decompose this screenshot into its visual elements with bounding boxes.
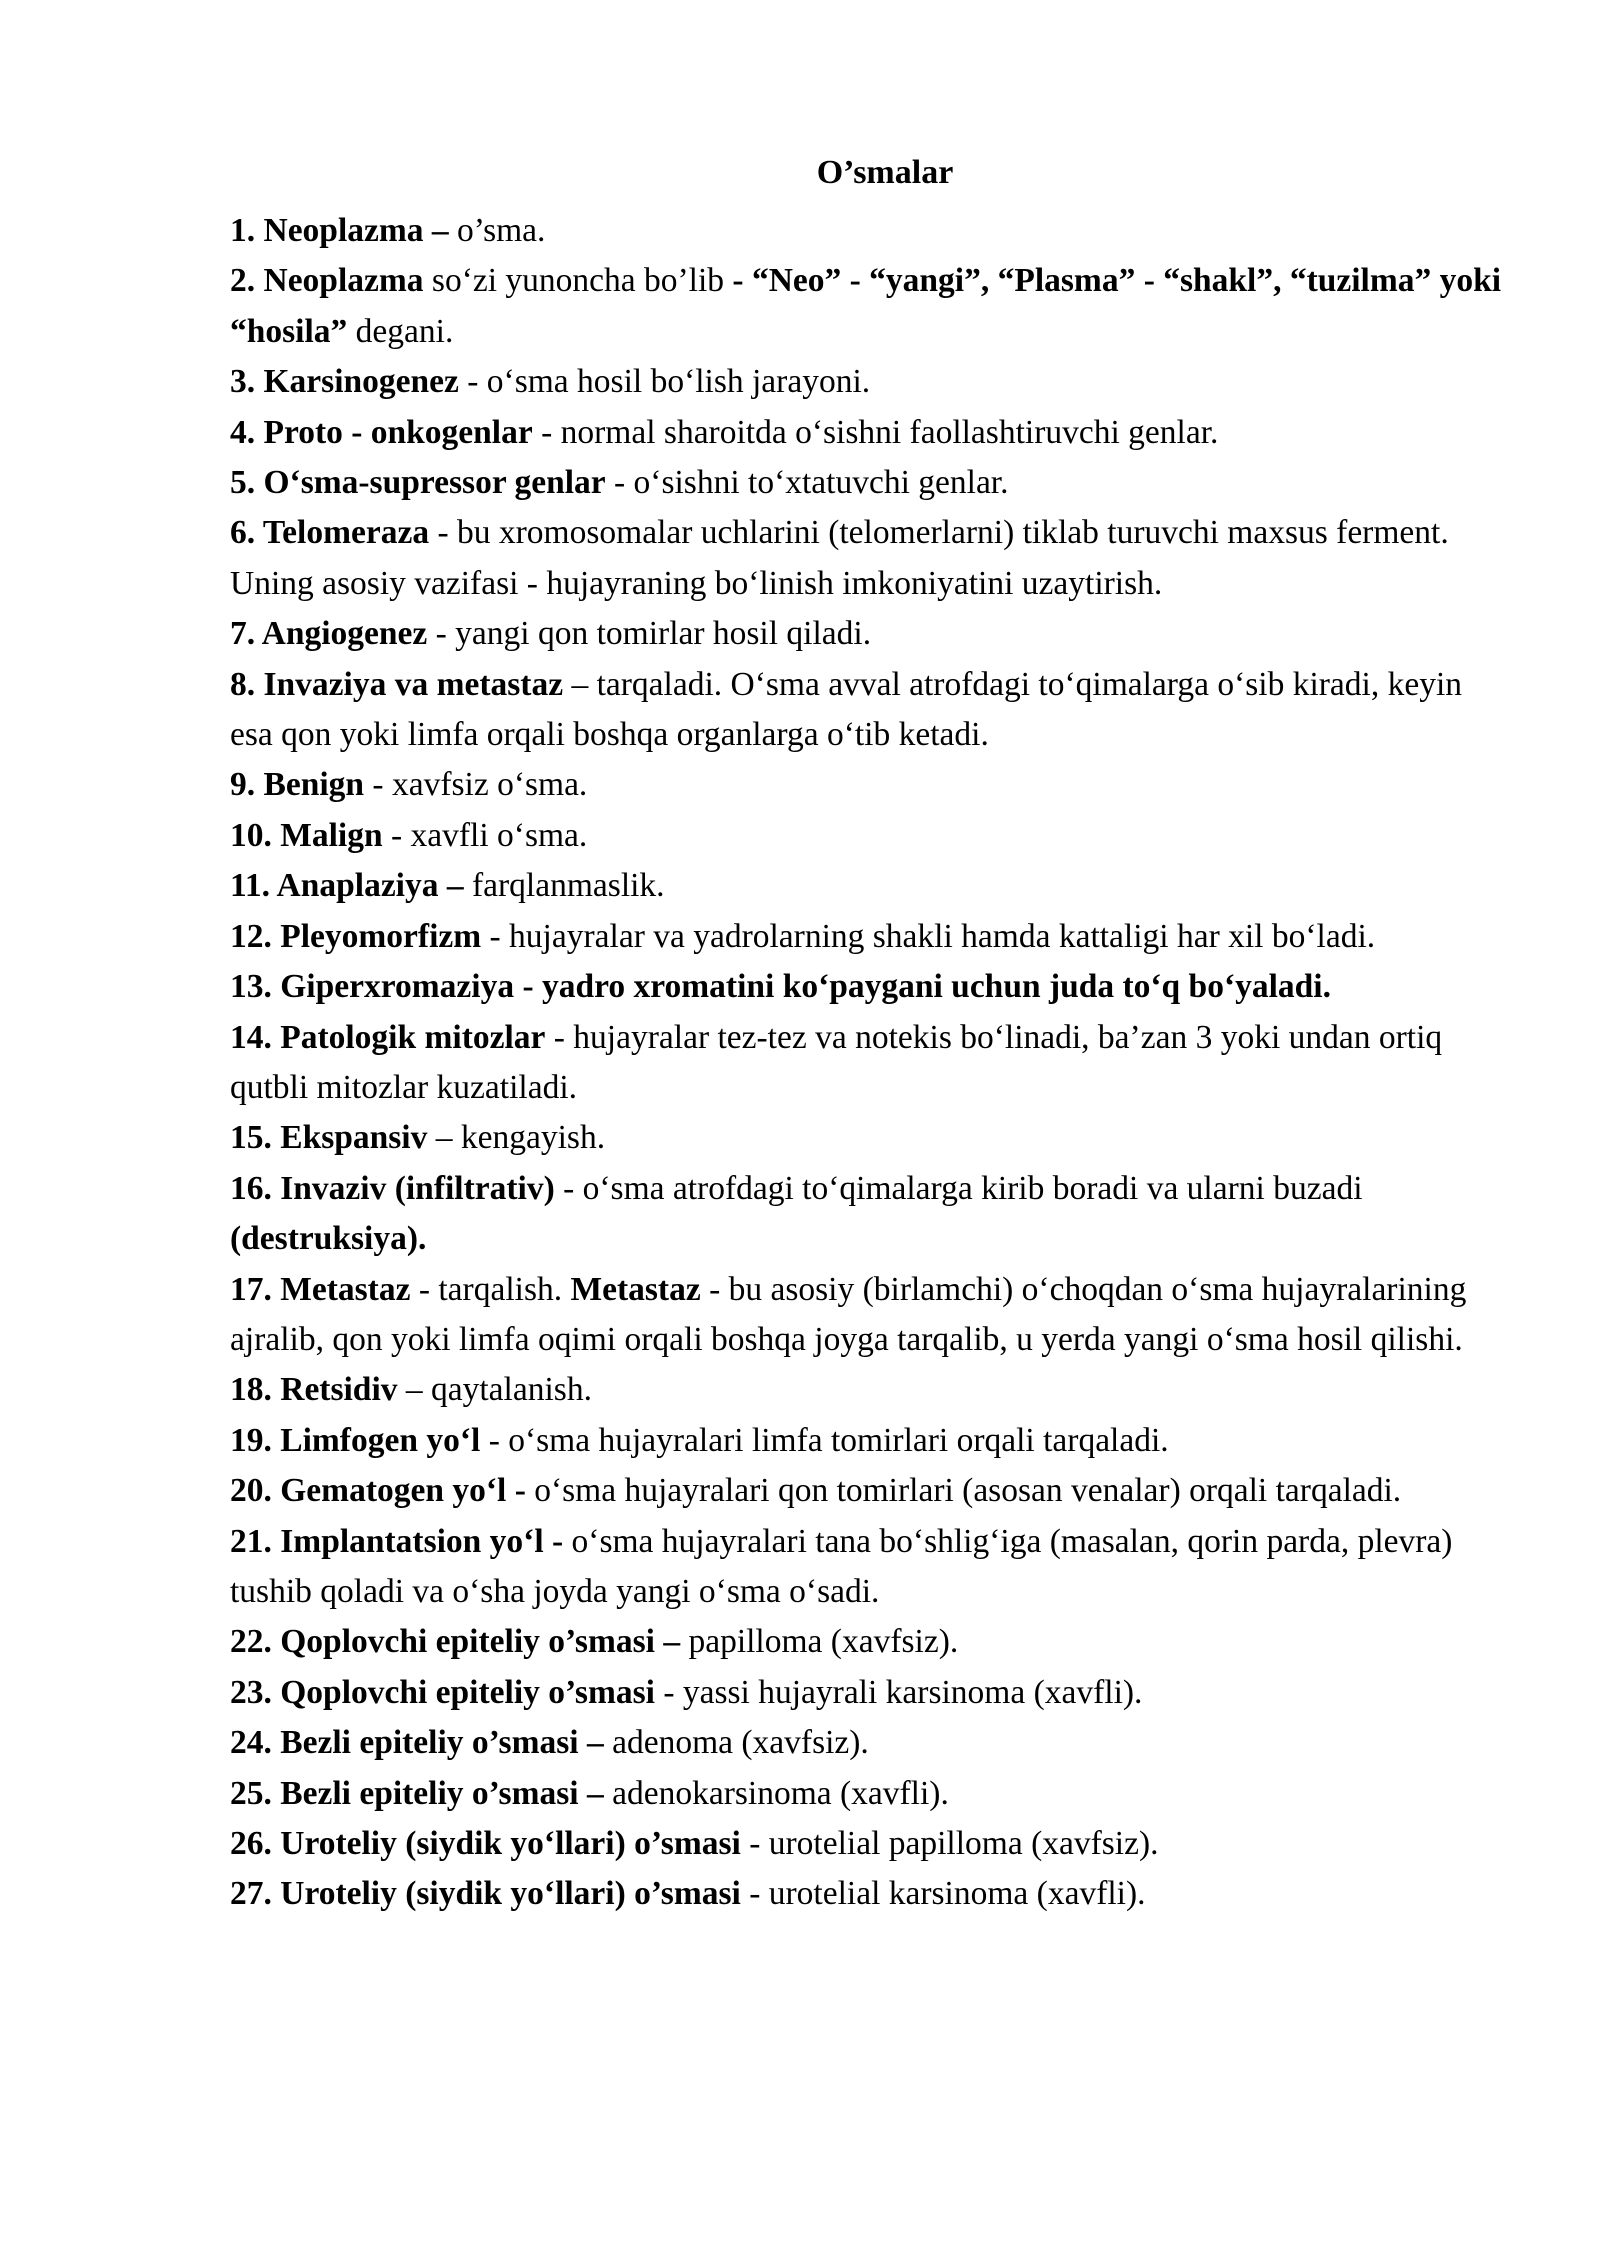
list-item [230, 1617, 1510, 1667]
term-text: - bu xromosomalar uchlarini (telomerlarni) tiklab turuvchi maxsus ferment. Uning asosiy vazifasi - hujayraning bo‘linish imkoniyatini uzaytirish. [230, 514, 1449, 602]
list-item [230, 660, 1510, 761]
term-text-bold: 21. Implantatsion yo‘l - [230, 1522, 564, 1560]
term-text-bold: 8. Invaziya va metastaz [230, 665, 564, 703]
term-text: - o‘sma hosil bo‘lish jarayoni. [467, 363, 871, 401]
term-text: - normal sharoitda o‘sishni faollashtiruvchi genlar. [532, 413, 1219, 451]
term-text-bold: 15. Ekspansiv [230, 1119, 428, 1157]
list-item [230, 1769, 1510, 1819]
page-title: O’smalar [816, 154, 954, 191]
term-text-bold: 2. Neoplazma [230, 262, 432, 300]
term-text-bold: 13. Giperxromaziya - yadro xromatini ko‘paygani uchun juda to‘q bo‘yaladi. [230, 968, 1331, 1006]
list-item [230, 1819, 1510, 1869]
term-text: o’sma. [457, 212, 546, 249]
list-item [230, 1013, 1510, 1114]
list-item [230, 256, 1510, 357]
list-item [230, 206, 1510, 256]
list-item [230, 609, 1510, 659]
term-text-bold: (destruksiya). [230, 1220, 427, 1258]
term-text: - hujayralar tez-tez va notekis bo‘linadi, ba’zan 3 yoki undan ortiq qutbli mitozlar kuzatiladi. [230, 1018, 1443, 1106]
term-text-bold: 5. O‘sma-supressor genlar [230, 464, 606, 502]
term-text-bold: 1. Neoplazma – [230, 212, 458, 249]
list-item [230, 1265, 1510, 1366]
term-list [230, 206, 1510, 1920]
term-text: - urotelial karsinoma (xavfli). [740, 1875, 1146, 1913]
term-text: - o‘sma hujayralari limfa tomirlari orqali tarqaladi. [480, 1421, 1169, 1459]
term-text: - o‘sishni to‘xtatuvchi genlar. [605, 464, 1009, 502]
list-item [230, 508, 1510, 609]
list-item [230, 1466, 1510, 1516]
list-item [230, 1517, 1510, 1618]
term-text-bold: 22. Qoplovchi epiteliy o’smasi – [230, 1623, 689, 1661]
term-text: papilloma (xavfsiz). [688, 1623, 959, 1661]
term-text-bold: 18. Retsidiv [230, 1371, 398, 1409]
list-item [230, 408, 1510, 458]
term-text-bold: 19. Limfogen yo‘l [230, 1421, 481, 1459]
term-text-bold: 20. Gematogen yo‘l - [230, 1472, 526, 1510]
term-text-bold: 7. Angiogenez [230, 615, 428, 653]
term-text: - hujayralar va yadrolarning shakli hamda kattaligi har xil bo‘ladi. [481, 917, 1376, 955]
term-text-bold: 6. Telomeraza [230, 514, 430, 552]
list-item [230, 357, 1510, 407]
list-item [230, 1668, 1510, 1718]
list-item [230, 1365, 1510, 1415]
term-text: – tarqaladi. O‘sma avval atrofdagi to‘qimalarga o‘sib kiradi, keyin esa qon yoki limfa orqali boshqa organlarga o‘tib ketadi. [230, 665, 1463, 754]
list-item [230, 458, 1510, 508]
term-text-bold: 14. Patologik mitozlar [230, 1018, 546, 1056]
list-item [230, 1164, 1510, 1265]
term-text: o‘sma hujayralari qon tomirlari (asosan venalar) orqali tarqaladi. [525, 1472, 1402, 1510]
term-text: adenokarsinoma (xavfli). [612, 1774, 949, 1812]
list-item [230, 1869, 1510, 1919]
term-text-bold: 4. Proto - onkogenlar [230, 413, 533, 451]
term-text: - yangi qon tomirlar hosil qiladi. [427, 615, 872, 653]
term-text: farqlanmaslik. [472, 867, 665, 905]
term-text: – kengayish. [427, 1119, 606, 1157]
term-text: - urotelial papilloma (xavfsiz). [740, 1825, 1159, 1862]
term-text-bold: 23. Qoplovchi epiteliy o’smasi [230, 1673, 655, 1711]
term-text-bold: 16. Invaziv (infiltrativ) [230, 1169, 555, 1207]
list-item [230, 912, 1510, 962]
term-text-bold: - “Neo” - “yangi”, “Plasma” - “shakl”, “tuzilma” yoki “hosila” [230, 262, 1502, 350]
document-page [230, 148, 1510, 1920]
term-text-bold: 27. Uroteliy (siydik yo‘llari) o’smasi [230, 1875, 741, 1913]
term-text: - tarqalish. [418, 1270, 571, 1308]
list-item [230, 760, 1510, 810]
term-text-bold: 24. Bezli epiteliy o’smasi – [230, 1724, 613, 1762]
list-item [230, 861, 1510, 911]
term-text-bold: 25. Bezli epiteliy o’smasi – [230, 1774, 613, 1812]
term-text: - o‘sma atrofdagi to‘qimalarga kirib boradi va ularni buzadi [554, 1169, 1363, 1207]
term-text-bold: 26. Uroteliy (siydik yo‘llari) o’smasi [230, 1825, 741, 1862]
list-item [230, 811, 1510, 861]
term-text: adenoma (xavfsiz). [612, 1724, 869, 1762]
list-item [230, 1718, 1510, 1768]
term-text: - xavfsiz o‘sma. [364, 766, 588, 804]
term-text-bold: 9. Benign [230, 766, 365, 804]
term-text: - bu asosiy (birlamchi) o‘choqdan o‘sma hujayralarining ajralib, qon yoki limfa oqimi orqali boshqa joyga tarqalib, u yerda yangi o‘sma hosil qilishi. [230, 1270, 1467, 1358]
term-text-bold: 12. Pleyomorfizm [230, 917, 482, 955]
term-text: - yassi hujayrali karsinoma (xavfli). [654, 1673, 1143, 1711]
term-text: – qaytalanish. [397, 1371, 592, 1409]
term-text: so‘zi yunoncha bo’lib [431, 262, 733, 300]
term-text-bold: 10. Malign [230, 816, 383, 854]
term-text: degani. [347, 312, 454, 350]
list-item [230, 962, 1510, 1012]
list-item [230, 1416, 1510, 1466]
term-text-bold: 3. Karsinogenez [230, 363, 468, 401]
term-text: o‘sma hujayralari tana bo‘shlig‘iga (masalan, qorin parda, plevra) tushib qoladi va o‘sha joyda yangi o‘sma o‘sadi. [230, 1522, 1453, 1610]
term-text-bold: 11. Anaplaziya – [230, 867, 472, 905]
term-text: - xavfli o‘sma. [382, 816, 588, 854]
term-text-bold: Metastaz [570, 1270, 701, 1308]
term-text-bold: 17. Metastaz [230, 1270, 419, 1308]
list-item [230, 1113, 1510, 1163]
